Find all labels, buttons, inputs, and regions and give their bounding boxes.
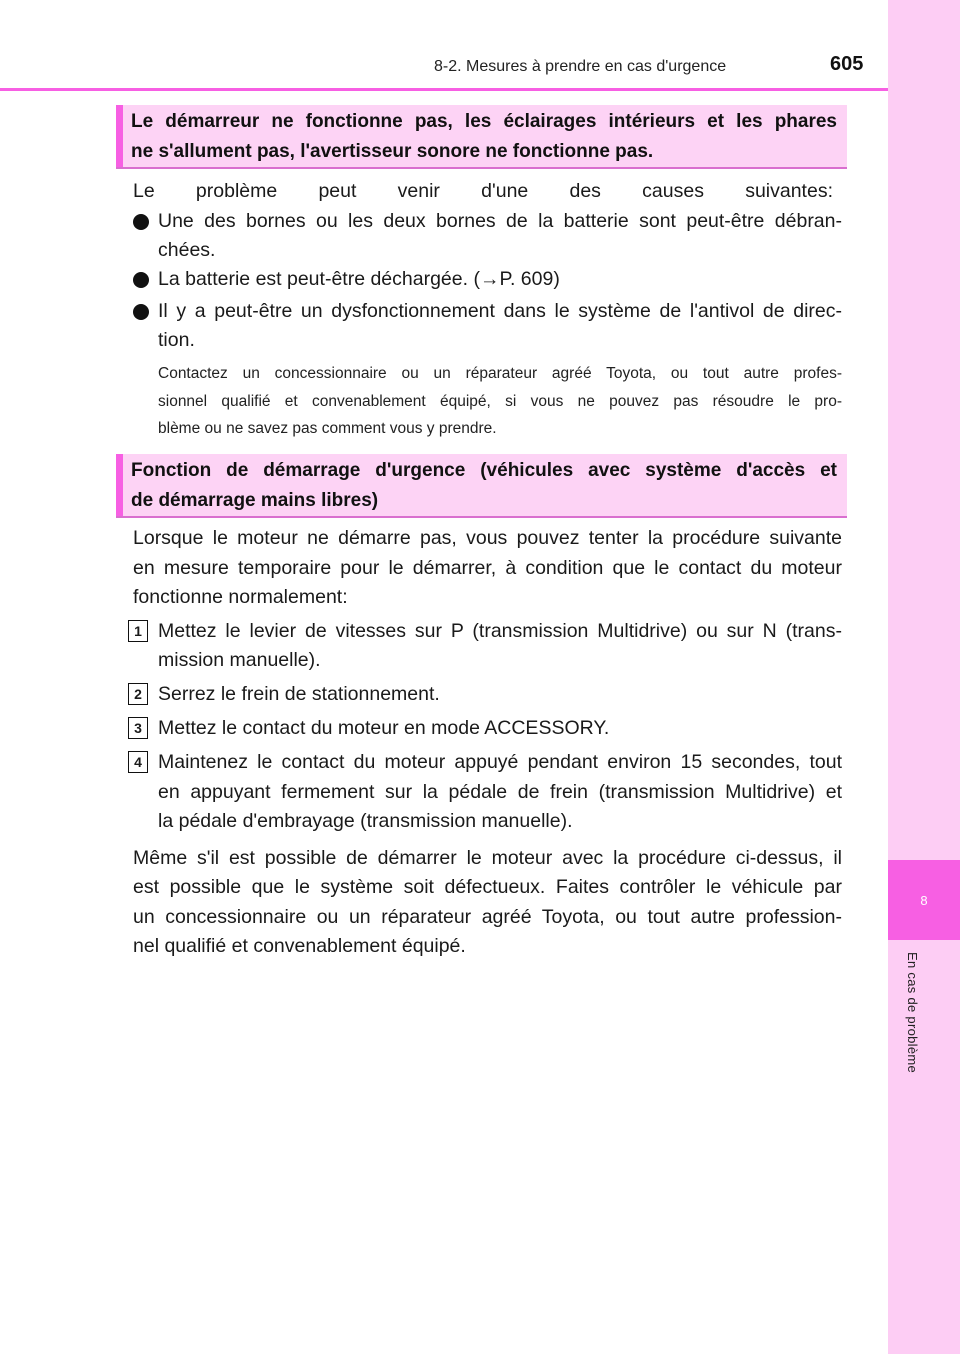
bullet-3-line1: Il y a peut-être un dysfonctionnement dans le système de l'antivol de direc- [158, 300, 842, 322]
chapter-sidebar [888, 0, 960, 1354]
note-line-2: sionnel qualifié et convenablement équipé, si vous ne pouvez pas résoudre le pro- [158, 393, 842, 410]
note-line-3: blème ou ne savez pas comment vous y prendre. [158, 420, 497, 437]
closing-line3: un concessionnaire ou un réparateur agréé Toyota, ou tout autre profession- [133, 906, 842, 928]
step-number-box: 4 [128, 751, 148, 773]
closing-line4: nel qualifié et convenablement équipé. [133, 935, 466, 957]
chapter-title: En cas de problème [905, 952, 920, 1074]
heading-starter-line2: ne s'allument pas, l'avertisseur sonore ne fonctionne pas. [131, 141, 654, 162]
heading-box-emergency-start [116, 454, 847, 518]
bullet-1-line2: chées. [158, 239, 216, 261]
bullet-icon [133, 214, 149, 230]
heading-starter-line1: Le démarreur ne fonctionne pas, les éclairages intérieurs et les phares [131, 111, 837, 132]
causes-intro: Le problème peut venir d'une des causes suivantes: [133, 180, 833, 202]
closing-line1: Même s'il est possible de démarrer le moteur avec la procédure ci-dessus, il [133, 847, 842, 869]
step-number-box: 2 [128, 683, 148, 705]
heading-box-starter [116, 105, 847, 169]
step-number-box: 3 [128, 717, 148, 739]
page-number: 605 [830, 53, 864, 75]
heading-emergency-line1: Fonction de démarrage d'urgence (véhicules avec système d'accès et [131, 460, 837, 481]
bullet-2-line1: La batterie est peut-être déchargée. (→P. 609) [158, 268, 560, 290]
chapter-number-tab [888, 860, 960, 940]
section-title: 8-2. Mesures à prendre en cas d'urgence [434, 58, 727, 75]
closing-line2: est possible que le système soit défectueux. Faites contrôler le véhicule par [133, 876, 842, 898]
step-1-line2: mission manuelle). [158, 649, 321, 671]
heading-emergency-line2: de démarrage mains libres) [131, 490, 379, 511]
step-3-line1: Mettez le contact du moteur en mode ACCESSORY. [158, 717, 610, 739]
bullet-1-line1: Une des bornes ou les deux bornes de la batterie sont peut-être débran- [158, 210, 842, 232]
procedure-intro-line2: en mesure temporaire pour le démarrer, à condition que le contact du moteur [133, 557, 842, 579]
step-4-line2: en appuyant fermement sur la pédale de frein (transmission Multidrive) et [158, 781, 842, 803]
step-4-line3: la pédale d'embrayage (transmission manuelle). [158, 810, 573, 832]
bullet-icon [133, 304, 149, 320]
bullet-3-line2: tion. [158, 329, 195, 351]
bullet-icon [133, 272, 149, 288]
procedure-intro-line3: fonctionne normalement: [133, 586, 348, 608]
header-rule [0, 88, 888, 91]
step-2-line1: Serrez le frein de stationnement. [158, 683, 440, 705]
procedure-intro-line1: Lorsque le moteur ne démarre pas, vous pouvez tenter la procédure suivante [133, 527, 842, 549]
note-line-1: Contactez un concessionnaire ou un réparateur agréé Toyota, ou tout autre profes- [158, 365, 842, 382]
step-1-line1: Mettez le levier de vitesses sur P (transmission Multidrive) ou sur N (trans- [158, 620, 842, 642]
step-4-line1: Maintenez le contact du moteur appuyé pendant environ 15 secondes, tout [158, 751, 842, 773]
step-number-box: 1 [128, 620, 148, 642]
chapter-number: 8 [920, 892, 928, 908]
